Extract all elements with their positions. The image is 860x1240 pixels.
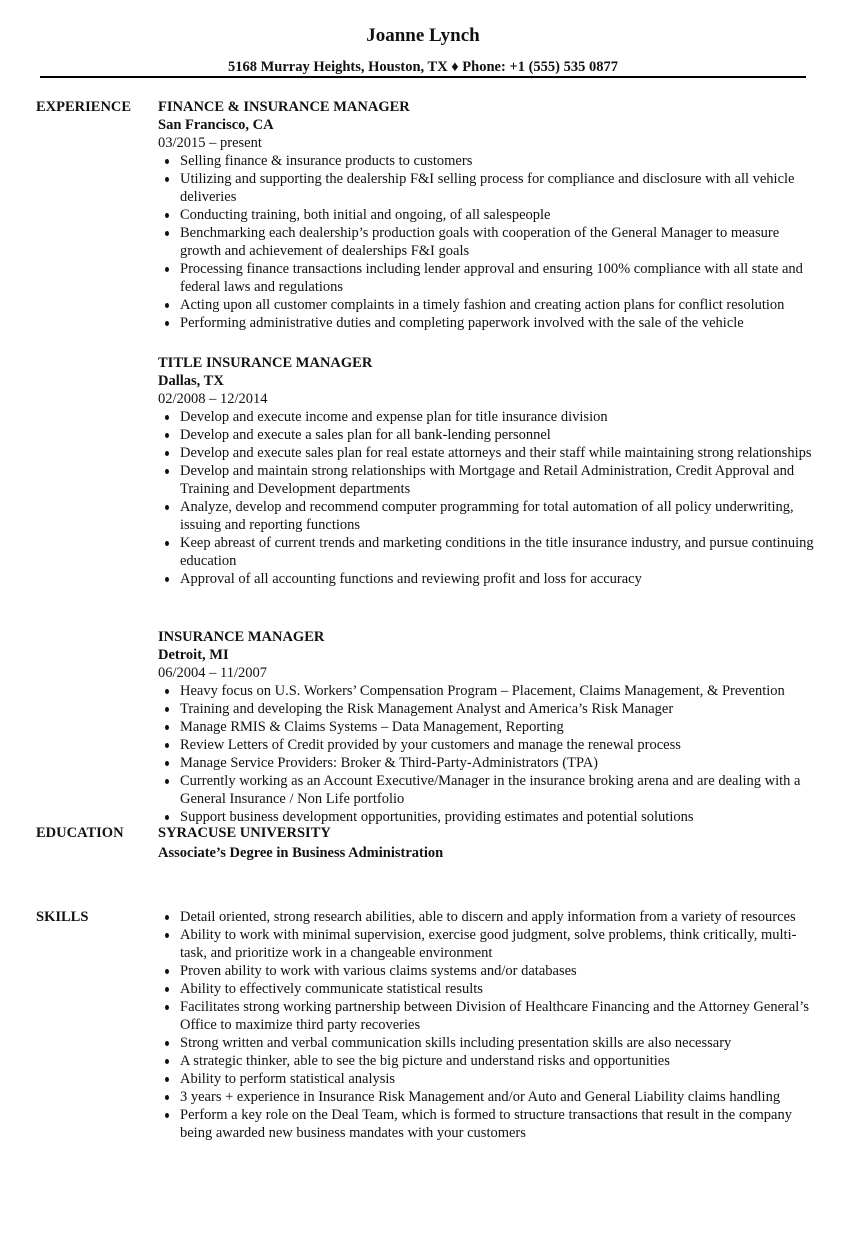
job-title: TITLE INSURANCE MANAGER [158,355,373,371]
job-dates: 02/2008 – 12/2014 [158,391,268,407]
list-item: Selling finance & insurance products to customers [158,152,818,170]
skills-list [158,908,818,1142]
list-item: Develop and execute a sales plan for all bank-lending personnel [158,426,818,444]
job-location: San Francisco, CA [158,117,274,133]
list-item: Utilizing and supporting the dealership F&I selling process for compliance and disclosure with all vehicle deliveries [158,170,818,206]
candidate-name: Joanne Lynch [366,25,480,46]
list-item: Keep abreast of current trends and marketing conditions in the title insurance industry, and pursue continuing education [158,534,818,570]
section-label-skills: SKILLS [36,909,89,925]
job-entry [158,98,818,332]
degree: Associate’s Degree in Business Administration [158,845,444,861]
list-item: Approval of all accounting functions and reviewing profit and loss for accuracy [158,570,818,588]
job-title: INSURANCE MANAGER [158,629,325,645]
list-item: Perform a key role on the Deal Team, which is formed to structure transactions that result in the company being awarded new business mandates with your customers [158,1106,818,1142]
list-item: Review Letters of Credit provided by your customers and manage the renewal process [158,736,818,754]
list-item: Performing administrative duties and completing paperwork involved with the sale of the vehicle [158,314,818,332]
list-item: A strategic thinker, able to see the big picture and understand risks and opportunities [158,1052,818,1070]
education-entry [158,824,818,862]
list-item: Processing finance transactions including lender approval and ensuring 100% compliance with all state and federal laws and regulations [158,260,818,296]
job-dates: 06/2004 – 11/2007 [158,665,268,681]
job-bullets [158,152,818,332]
job-entry [158,354,818,588]
skills-bullets [158,908,818,1142]
list-item: Ability to effectively communicate statistical results [158,980,818,998]
list-item: Facilitates strong working partnership between Division of Healthcare Financing and the Attorney General’s Office to maximize third party recoveries [158,998,818,1034]
job-location: Dallas, TX [158,373,224,389]
job-bullets [158,682,818,826]
list-item: 3 years + experience in Insurance Risk Management and/or Auto and General Liability claims handling [158,1088,818,1106]
list-item: Proven ability to work with various claims systems and/or databases [158,962,818,980]
list-item: Detail oriented, strong research abilities, able to discern and apply information from a variety of resources [158,908,818,926]
list-item: Develop and maintain strong relationships with Mortgage and Retail Administration, Credit Approval and Training and Development departments [158,462,818,498]
job-bullets [158,408,818,588]
section-label-experience: EXPERIENCE [36,99,132,115]
job-dates: 03/2015 – present [158,135,262,151]
list-item: Strong written and verbal communication skills including presentation skills are also necessary [158,1034,818,1052]
job-title: FINANCE & INSURANCE MANAGER [158,99,410,115]
list-item: Manage Service Providers: Broker & Third-Party-Administrators (TPA) [158,754,818,772]
list-item: Acting upon all customer complaints in a timely fashion and creating action plans for conflict resolution [158,296,818,314]
school-name: SYRACUSE UNIVERSITY [158,825,331,841]
list-item: Conducting training, both initial and ongoing, of all salespeople [158,206,818,224]
list-item: Manage RMIS & Claims Systems – Data Management, Reporting [158,718,818,736]
list-item: Training and developing the Risk Management Analyst and America’s Risk Manager [158,700,818,718]
job-entry [158,628,818,826]
list-item: Heavy focus on U.S. Workers’ Compensation Program – Placement, Claims Management, & Prevention [158,682,818,700]
contact-line: 5168 Murray Heights, Houston, TX ♦ Phone: +1 (555) 535 0877 [228,59,618,75]
list-item: Currently working as an Account Executive/Manager in the insurance broking arena and are dealing with a General Insurance / Non Life portfolio [158,772,818,808]
header-divider [40,76,806,78]
section-label-education: EDUCATION [36,825,124,841]
list-item: Ability to perform statistical analysis [158,1070,818,1088]
list-item: Analyze, develop and recommend computer programming for total automation of all policy underwriting, issuing and reporting functions [158,498,818,534]
list-item: Develop and execute income and expense plan for title insurance division [158,408,818,426]
list-item: Support business development opportunities, providing estimates and potential solutions [158,808,818,826]
job-location: Detroit, MI [158,647,229,663]
list-item: Benchmarking each dealership’s production goals with cooperation of the General Manager to measure growth and achievement of dealerships F&I goals [158,224,818,260]
list-item: Develop and execute sales plan for real estate attorneys and their staff while maintaining strong relationships [158,444,818,462]
list-item: Ability to work with minimal supervision, exercise good judgment, solve problems, think critically, multi-task, and prioritize work in a changeable environment [158,926,818,962]
